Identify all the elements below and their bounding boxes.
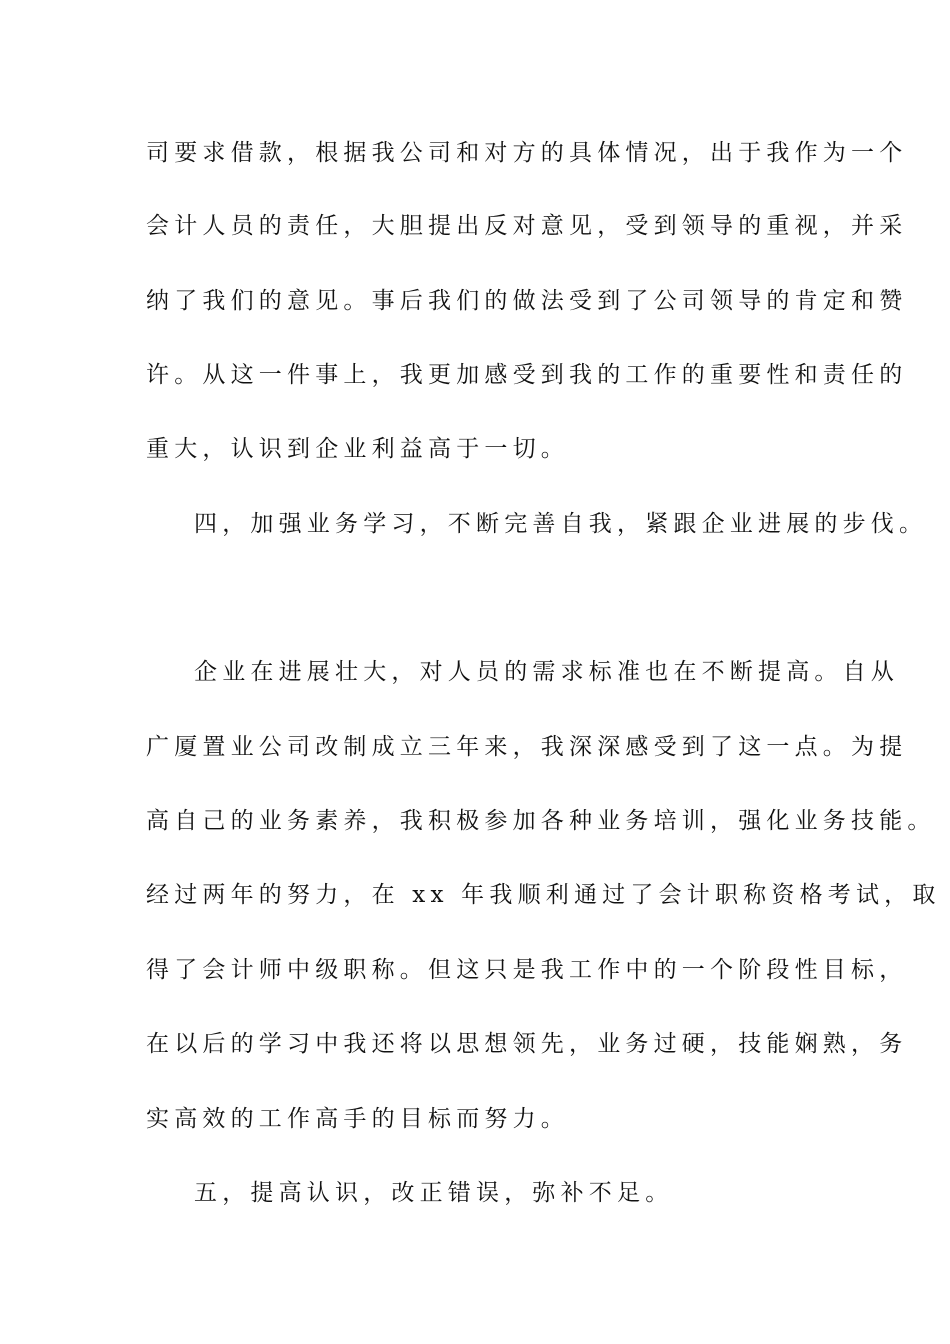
paragraph-line: 重大，认识到企业利益高于一切。	[146, 436, 569, 462]
paragraph-line: 在以后的学习中我还将以思想领先，业务过硬，技能娴熟，务	[146, 1031, 908, 1057]
paragraph-line: 经过两年的努力，在 xx 年我顺利通过了会计职称资格考试，取	[146, 882, 941, 908]
paragraph-line: 高自己的业务素养，我积极参加各种业务培训，强化业务技能。	[146, 808, 936, 834]
paragraph-line: 实高效的工作高手的目标而努力。	[146, 1106, 569, 1132]
section-heading-four: 四，加强业务学习，不断完善自我，紧跟企业进展的步伐。	[194, 511, 928, 537]
section-heading-five: 五，提高认识，改正错误，弥补不足。	[194, 1180, 674, 1206]
paragraph-line: 司要求借款，根据我公司和对方的具体情况，出于我作为一个	[146, 140, 908, 166]
paragraph-line: 得了会计师中级职称。但这只是我工作中的一个阶段性目标，	[146, 957, 908, 983]
paragraph-line: 纳了我们的意见。事后我们的做法受到了公司领导的肯定和赞	[146, 288, 908, 314]
paragraph-line: 企业在进展壮大，对人员的需求标准也在不断提高。自从	[194, 659, 899, 685]
paragraph-line: 许。从这一件事上，我更加感受到我的工作的重要性和责任的	[146, 362, 908, 388]
paragraph-line: 会计人员的责任，大胆提出反对意见，受到领导的重视，并采	[146, 213, 908, 239]
paragraph-line: 广厦置业公司改制成立三年来，我深深感受到了这一点。为提	[146, 734, 908, 760]
